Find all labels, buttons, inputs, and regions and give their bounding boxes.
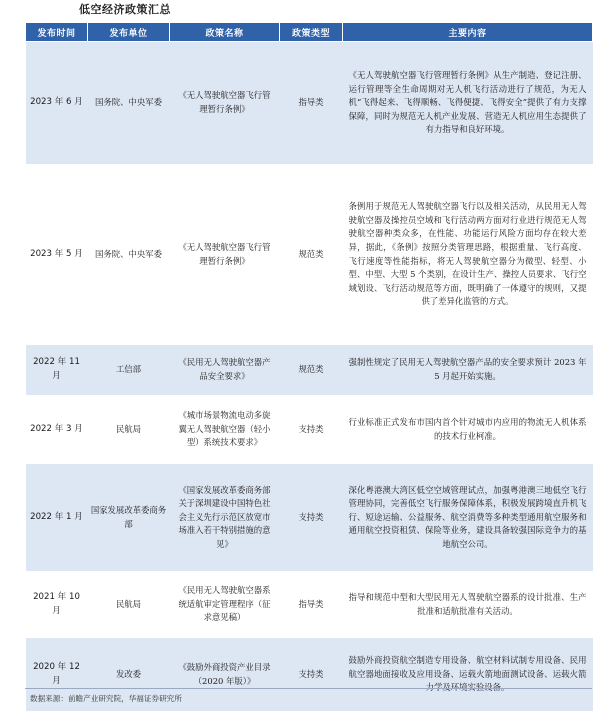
cell-policy-name: 《民用无人驾驶航空器系统适航审定管理程序（征求意见稿） xyxy=(170,572,280,638)
table-header xyxy=(26,23,593,42)
cell-date: 2023 年 6 月 xyxy=(26,42,88,165)
table-row xyxy=(26,464,593,572)
cell-main-content: 指导和规范中型和大型民用无人驾驶航空器系的设计批准、生产批准和适航批准有关活动。 xyxy=(343,572,593,638)
cell-policy-name: 《无人驾驶航空器飞行管理暂行条例》 xyxy=(170,165,280,345)
table-row xyxy=(26,345,593,396)
cell-main-content: 强制性规定了民用无人驾驶航空器产品的安全要求预计 2023 年 5 月起开始实施。 xyxy=(343,345,593,396)
table-row xyxy=(26,396,593,464)
cell-main-content: 深化粤港澳大湾区低空空域管理试点，加强粤港澳三地低空飞行管理协同，完善低空飞行服务保障体系，积极发展跨境直升机飞行、短途运输、公益服务、航空消费等多种类型通用航空服务和通用航空投资租赁、保险等业务，建设具备较强国际竞争力的基地航空公司。 xyxy=(343,464,593,572)
header-row xyxy=(26,23,593,42)
cell-policy-name: 《鼓励外商投资产业目录（2020 年版）》 xyxy=(170,638,280,712)
table-row xyxy=(26,572,593,638)
cell-main-content: 行业标准正式发布市国内首个针对城市内应用的物流无人机体系的技术行业柯准。 xyxy=(343,396,593,464)
cell-date: 2022 年 11 月 xyxy=(26,345,88,396)
bottom-divider xyxy=(25,688,592,689)
table-row xyxy=(26,165,593,345)
cell-policy-type: 规范类 xyxy=(280,165,343,345)
header-policy-type: 政策类型 xyxy=(280,23,343,42)
cell-policy-name: 《城市场景物流电动多旋翼无人驾驶航空器（轻小型）系统技术要求》 xyxy=(170,396,280,464)
cell-policy-name: 《无人驾驶航空器飞行管理暂行条例》 xyxy=(170,42,280,165)
source-note: 数据来源：前瞻产业研究院，华福证券研究所 xyxy=(30,694,182,703)
cell-policy-name: 《民用无人驾驶航空器产品安全要求》 xyxy=(170,345,280,396)
table-body xyxy=(26,42,593,712)
cell-date: 2023 年 5 月 xyxy=(26,165,88,345)
cell-date: 2021 年 10 月 xyxy=(26,572,88,638)
policy-table xyxy=(25,22,593,712)
cell-agency: 民航局 xyxy=(88,396,170,464)
cell-date: 2020 年 12 月 xyxy=(26,638,88,712)
cell-policy-type: 规范类 xyxy=(280,345,343,396)
cell-agency: 国务院、中央军委 xyxy=(88,165,170,345)
cell-policy-name: 《国家发展改革委商务部关于深圳建设中国特色社会主义先行示范区放宽市场准入若干特别措施的意见》 xyxy=(170,464,280,572)
header-policy-name: 政策名称 xyxy=(170,23,280,42)
cell-policy-type: 指导类 xyxy=(280,572,343,638)
cell-agency: 工信部 xyxy=(88,345,170,396)
table-row xyxy=(26,42,593,165)
cell-agency: 国务院、中央军委 xyxy=(88,42,170,165)
cell-agency: 发改委 xyxy=(88,638,170,712)
cell-policy-type: 支持类 xyxy=(280,396,343,464)
cell-main-content: 鼓励外商投资航空制造专用设备、航空材料试制专用设备、民用航空器地面接收及应用设备、运载火箭地面测试设备、运载火箭 xyxy=(343,638,593,712)
cell-main-content: 条例用于规范无人驾驶航空器飞行以及相关活动，从民用无人驾驶航空器及操控员空域和飞行活动两方面对行业进行规范无人驾驶航空器种类众多，在性能、功能运行风险方面均存在较大差异，据此，《条例》按照分类管理思路，根据重量、飞行高度、飞行速度等性能指标，将无人驾驶航空器分为微型、轻型、小型、中型、大型 5 个类别，在设计生产、操控人员要求、飞行空域划设、飞行活动规范等方面，既明确了一体遵守的规则，又提供了差异化监管的方式。 xyxy=(343,165,593,345)
cell-main-content: 《无人驾驶航空器飞行管理暂行条例》从生产制造、登记注册、运行管理等全生命周期对无人机飞行活动进行了规范，为无人机“飞得起来、飞得顺畅、飞得便捷、飞得安全”提供了有力支撑保障，同时为规范无人机产业发展、营造无人机应用生态提供了有力指导和良好环境。 xyxy=(343,42,593,165)
cell-date: 2022 年 3 月 xyxy=(26,396,88,464)
cell-agency: 国家发展改革委商务部 xyxy=(88,464,170,572)
header-date: 发布时间 xyxy=(26,23,88,42)
header-main-content: 主要内容 xyxy=(343,23,593,42)
cell-agency: 民航局 xyxy=(88,572,170,638)
cell-policy-type: 支持类 xyxy=(280,638,343,712)
table-title: 低空经济政策汇总 xyxy=(79,3,171,16)
header-agency: 发布单位 xyxy=(88,23,170,42)
cell-policy-type: 支持类 xyxy=(280,464,343,572)
cell-policy-type: 指导类 xyxy=(280,42,343,165)
cell-date: 2022 年 1 月 xyxy=(26,464,88,572)
